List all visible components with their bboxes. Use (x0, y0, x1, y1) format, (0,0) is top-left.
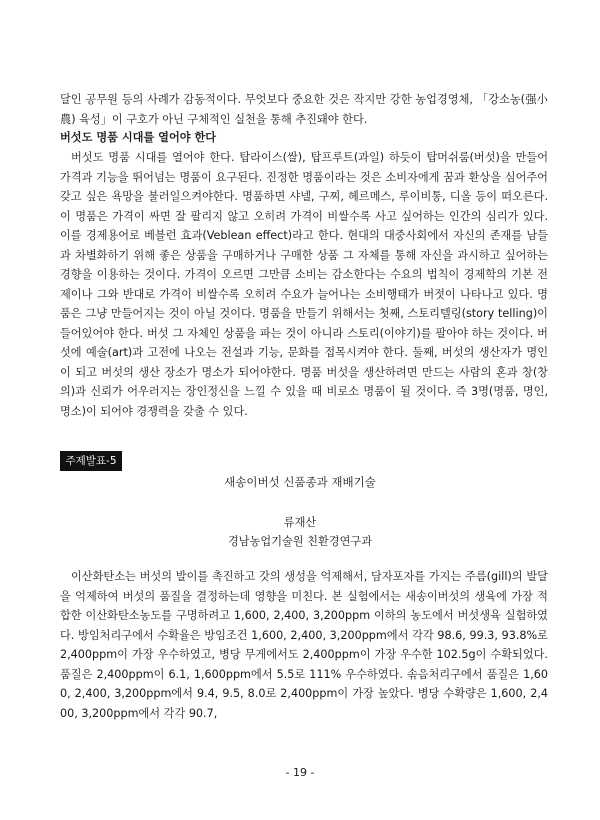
paragraph-intro: 달인 공무원 등의 사례가 감동적이다. 무엇보다 중요한 것은 작지만 강한 농업경영체, 「강소농(强小農) 육성」이 구호가 아닌 구체적인 실천을 통해 추진돼야 한다. (60, 93, 548, 126)
section-tag: 주제발표-5 (60, 451, 122, 471)
author-affiliation: 경남농업기술원 친환경연구과 (227, 535, 373, 548)
page-number: - 19 - (285, 766, 315, 779)
paragraph-abstract: 이산화탄소는 버섯의 발이를 촉진하고 갓의 생성을 억제해서, 담자포자를 가지는 주름(gill)의 발달을 억제하여 버섯의 품질을 결정하는데 영향을 미친다. 본 실험에서는 새송이버섯의 생육에 가장 적합한 이산화탄소농도를 구명하려고 1,600, 2,400, 3,200ppm 이하의 농도에서 버섯생육 실험하였다. 방임처리구에서 수확율은 방임조건 1,600, 2,400, 3,200ppm에서 각각 98.6, 99.3, 93.8%로 2,400ppm이 가장 우수하였고, 병당 무게에서도 2,400ppm이 가장 우수한 102.5g이 수확되었다. 품질은 2,400ppm이 6.1, 1,600ppm에서 5.5로 111% 우수하였다. 솎음처리구에서 품질은 1,600, 2,400, 3,200ppm에서 9.4, 9.5, 8.0로 2,400ppm이 가장 높았다. 병당 수확량은 1,600, 2,400, 3,200ppm에서 각각 90.7, (60, 570, 548, 720)
section-heading: 버섯도 명품 시대를 열어야 한다 (60, 131, 217, 144)
presentation-title: 새송이버섯 신품종과 재배기술 (224, 475, 376, 489)
paragraph-body: 버섯도 명품 시대를 열어야 한다. 탑라이스(쌀), 탑프루트(과일) 하듯이 탑머쉬룸(버섯)을 만들어 가격과 기능을 뛰어넘는 명품이 요구된다. 진정한 명품이라는 것은 소비자에게 꿈과 환상을 심어주어 갖고 싶은 욕망을 불러일으켜야한다. 명품하면 샤넬, 구찌, 헤르메스, 루이비통, 디올 등이 떠오른다. 이 명품은 가격이 싸면 잘 팔리지 않고 오히려 가격이 비쌀수록 사고 싶어하는 인간의 심리가 있다. 이를 경제용어로 베블런 효과(Veblean effect)라고 한다. 현대의 대중사회에서 자신의 존재를 남들과 차별화하기 위해 좋은 상품을 구매하거나 구매한 상품 그 자체를 통해 자신을 과시하고 싶어하는 경향을 이용하는 것이다. 가격이 오르면 그만큼 소비는 감소한다는 수요의 법칙이 경제학의 기본 전제이나 그와 반대로 가격이 비쌀수록 오히려 수요가 늘어나는 소비행태가 버젓이 나타나고 있다. 명품은 그냥 만들어지는 것이 아닐 것이다. 명품을 만들기 위해서는 첫째, 스토리텔링(story telling)이 들어있어야 한다. 버섯 그 자체인 상품을 파는 것이 아니라 스토리(이야기)를 팔아야 하는 것이다. 버섯에 예술(art)과 고전에 나오는 전설과 기능, 문화를 접목시켜야 한다. 둘째, 버섯의 생산자가 명인이 되고 버섯의 생산 장소가 명소가 되어야한다. 명품 버섯을 생산하려면 만드는 사람의 혼과 창(창의)과 신뢰가 어우러지는 장인정신을 느낄 수 있을 때 비로소 명품이 될 것이다. 즉 3명(명품, 명인, 명소)이 되어야 경쟁력을 갖출 수 있다. (60, 151, 548, 418)
author-name: 류재산 (283, 516, 317, 529)
